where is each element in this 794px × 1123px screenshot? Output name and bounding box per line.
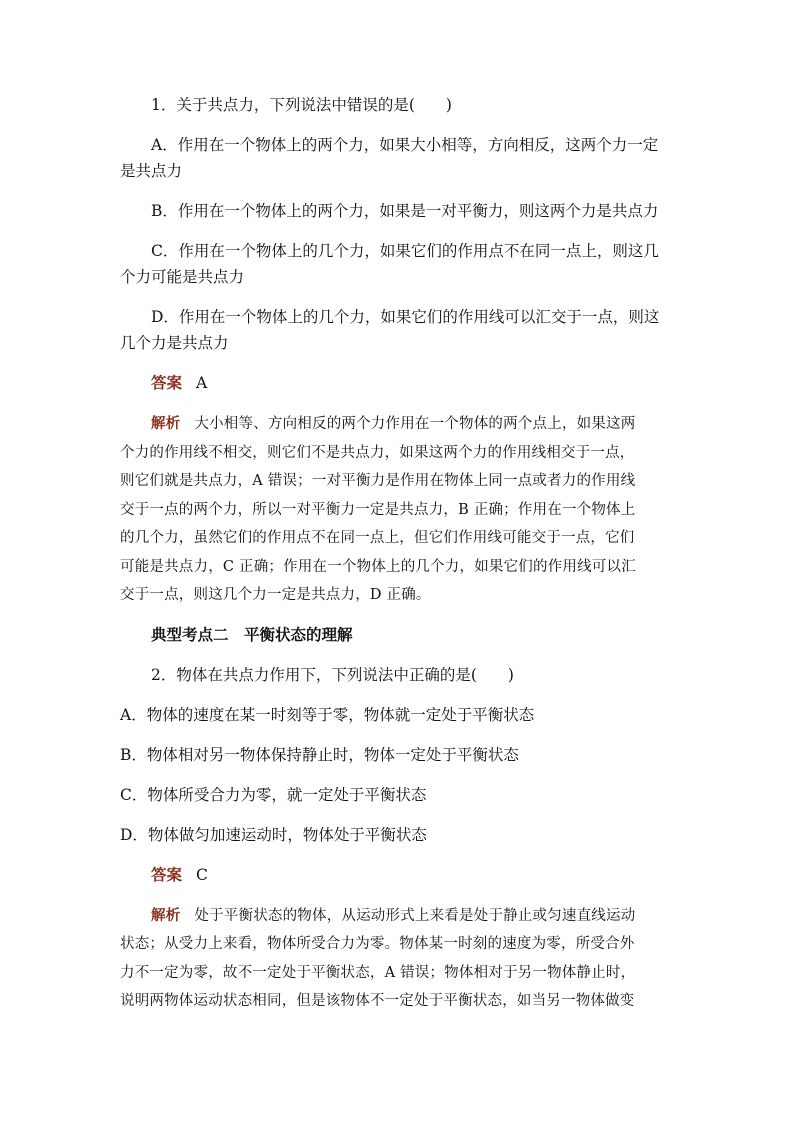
question-1-option-a bbox=[120, 132, 676, 184]
option-line: 几个力是共点力 bbox=[120, 334, 229, 352]
explanation-line bbox=[120, 410, 676, 439]
option-line: D．物体做匀加速运动时，物体处于平衡状态 bbox=[120, 825, 427, 844]
option-line: D．作用在一个物体上的几个力，如果它们的作用线可以汇交于一点，则这 bbox=[151, 308, 660, 326]
explanation-line: 则它们就是共点力，A 错误；一对平衡力是作用在物体上同一点或者力的作用线 bbox=[120, 473, 636, 489]
question-2-explanation bbox=[120, 902, 676, 1016]
option-line: A．作用在一个物体上的两个力，如果大小相等，方向相反，这两个力一定 bbox=[151, 136, 659, 154]
question-2-answer bbox=[120, 862, 676, 888]
explanation-line: 的几个力，虽然它们的作用点不在同一点上，但它们作用线可能交于一点，它们 bbox=[120, 530, 635, 546]
question-1-option-c bbox=[120, 238, 676, 290]
question-2-stem: 2．物体在共点力作用下，下列说法中正确的是( ) bbox=[151, 665, 514, 684]
question-1-option-d bbox=[120, 304, 676, 356]
option-line: 个力可能是共点力 bbox=[120, 268, 245, 286]
answer-label: 答案 bbox=[151, 864, 183, 884]
question-1-option-b bbox=[120, 198, 676, 224]
answer-value: A bbox=[196, 374, 208, 392]
question-2-option-c bbox=[120, 782, 676, 808]
question-1-stem: 1．关于共点力，下列说法中错误的是( ) bbox=[151, 96, 452, 114]
explanation-line: 交于一点的两个力，所以一对平衡力一定是共点力，B 正确；作用在一个物体上 bbox=[120, 501, 636, 518]
question-1-answer bbox=[120, 370, 676, 396]
option-line: A．物体的速度在某一时刻等于零，物体就一定处于平衡状态 bbox=[120, 705, 535, 724]
explanation-line: 说明两物体运动状态相同，但是该物体不一定处于平衡状态，如当另一物体做变 bbox=[120, 993, 635, 1009]
question-2-option-b bbox=[120, 742, 676, 768]
question-2-option-d bbox=[120, 822, 676, 848]
section-heading: 典型考点二 平衡状态的理解 bbox=[151, 624, 353, 644]
option-line: C．作用在一个物体上的几个力，如果它们的作用点不在同一点上，则这几 bbox=[151, 242, 659, 260]
option-line: 是共点力 bbox=[120, 162, 183, 180]
page-content bbox=[120, 92, 676, 1028]
explanation-line: 状态；从受力上来看，物体所受合力为零。物体某一时刻的速度为零，所受合外 bbox=[120, 936, 635, 952]
explanation-line: 力不一定为零，故不一定处于平衡状态，A 错误；物体相对于另一物体静止时， bbox=[120, 964, 636, 981]
option-line: B．物体相对另一物体保持静止时，物体一定处于平衡状态 bbox=[120, 745, 519, 764]
option-line: B．作用在一个物体上的两个力，如果是一对平衡力，则这两个力是共点力 bbox=[151, 202, 659, 220]
question-2-option-a bbox=[120, 702, 676, 728]
explanation-label: 解析 bbox=[151, 415, 181, 432]
explanation-label: 解析 bbox=[151, 906, 181, 924]
explanation-line: 交于一点，则这几个力一定是共点力，D 正确。 bbox=[120, 587, 431, 603]
explanation-text: 处于平衡状态的物体，从运动形式上来看是处于静止或匀速直线运动 bbox=[194, 907, 636, 924]
question-1-explanation bbox=[120, 410, 676, 610]
explanation-line: 个力的作用线不相交，则它们不是共点力，如果这两个力的作用线相交于一点， bbox=[120, 444, 635, 461]
explanation-text: 大小相等、方向相反的两个力作用在一个物体的两个点上，如果这两 bbox=[194, 416, 636, 432]
explanation-line: 可能是共点力，C 正确；作用在一个物体上的几个力，如果它们的作用线可以汇 bbox=[120, 558, 636, 575]
explanation-line bbox=[120, 902, 676, 931]
answer-value: C bbox=[196, 865, 208, 884]
answer-label: 答案 bbox=[151, 373, 183, 392]
option-line: C．物体所受合力为零，就一定处于平衡状态 bbox=[120, 785, 427, 804]
